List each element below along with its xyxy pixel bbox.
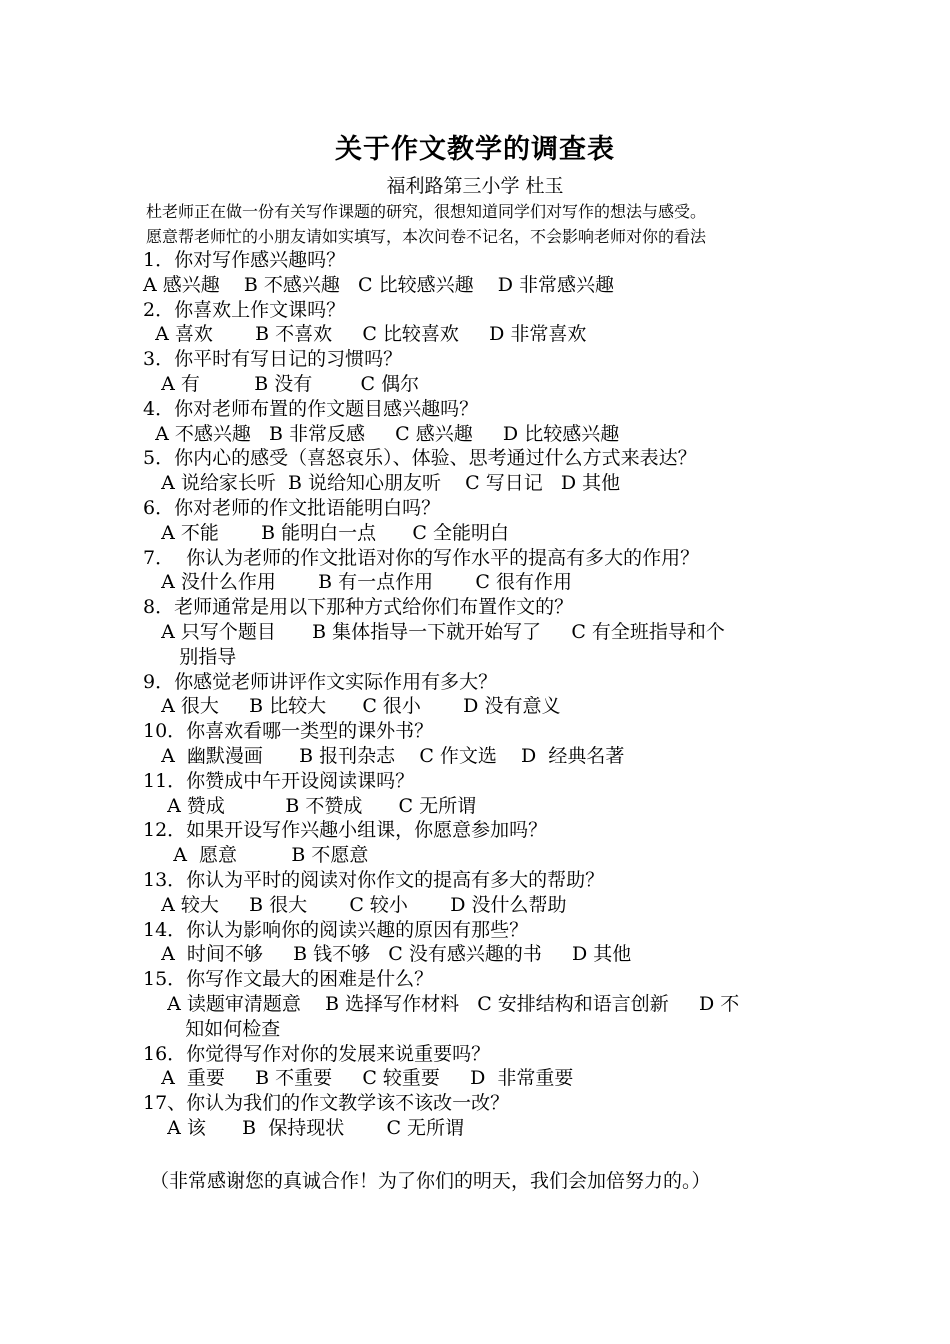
- author-line: 福利路第三小学 杜玉: [386, 175, 564, 197]
- question-6: 6．你对老师的作文批语能明白吗？: [143, 496, 441, 519]
- options-12: A 愿意 B 不愿意: [143, 844, 369, 867]
- options-10: A 幽默漫画 B 报刊杂志 C 作文选 D 经典名著: [143, 744, 625, 767]
- options-16: A 重要 B 不重要 C 较重要 D 非常重要: [143, 1067, 574, 1090]
- intro-line-1: 杜老师正在做一份有关写作课题的研究，很想知道同学们对写作的想法与感受。: [146, 202, 707, 221]
- options-8: A 只写个题目 B 集体指导一下就开始写了 C 有全班指导和个: [143, 620, 725, 643]
- options-9: A 很大 B 比较大 C 很小 D 没有意义: [143, 695, 561, 718]
- thank-you-note: （非常感谢您的真诚合作！为了你们的明天，我们会加倍努力的。）: [150, 1170, 711, 1192]
- options-8-continued: 别指导: [143, 645, 237, 668]
- options-2: A 喜欢 B 不喜欢 C 比较喜欢 D 非常喜欢: [143, 323, 587, 346]
- options-4: A 不感兴趣 B 非常反感 C 感兴趣 D 比较感兴趣: [143, 422, 620, 445]
- question-2: 2．你喜欢上作文课吗？: [143, 298, 346, 321]
- options-17: A 该 B 保持现状 C 无所谓: [143, 1116, 465, 1139]
- intro-line-2: 愿意帮老师忙的小朋友请如实填写，本次问卷不记名，不会影响老师对你的看法: [146, 227, 707, 246]
- question-10: 10．你喜欢看哪一类型的课外书？: [143, 720, 434, 743]
- options-14: A 时间不够 B 钱不够 C 没有感兴趣的书 D 其他: [143, 943, 632, 966]
- question-9: 9．你感觉老师讲评作文实际作用有多大？: [143, 670, 498, 693]
- question-7: 7． 你认为老师的作文批语对你的写作水平的提高有多大的作用？: [143, 546, 700, 569]
- question-12: 12．如果开设写作兴趣小组课，你愿意参加吗？: [143, 819, 548, 842]
- options-15-continued: 知如何检查: [143, 1017, 281, 1040]
- question-13: 13．你认为平时的阅读对你作文的提高有多大的帮助？: [143, 868, 605, 891]
- options-7: A 没什么作用 B 有一点作用 C 很有作用: [143, 571, 573, 594]
- options-11: A 赞成 B 不赞成 C 无所谓: [143, 794, 477, 817]
- options-5: A 说给家长听 B 说给知心朋友听 C 写日记 D 其他: [143, 472, 621, 495]
- question-16: 16．你觉得写作对你的发展来说重要吗？: [143, 1042, 491, 1065]
- question-14: 14．你认为影响你的阅读兴趣的原因有那些？: [143, 918, 529, 941]
- question-11: 11．你赞成中午开设阅读课吗？: [143, 769, 415, 792]
- question-5: 5．你内心的感受（喜怒哀乐）、体验、思考通过什么方式来表达？: [143, 447, 697, 470]
- question-4: 4．你对老师布置的作文题目感兴趣吗？: [143, 397, 479, 420]
- options-1: A 感兴趣 B 不感兴趣 C 比较感兴趣 D 非常感兴趣: [143, 273, 615, 296]
- question-17: 17、你认为我们的作文教学该不该改一改？: [143, 1092, 510, 1115]
- options-6: A 不能 B 能明白一点 C 全能明白: [143, 521, 509, 544]
- question-list: [143, 248, 823, 1141]
- question-15: 15．你写作文最大的困难是什么？: [143, 968, 434, 991]
- options-15: A 读题审清题意 B 选择写作材料 C 安排结构和语言创新 D 不: [143, 992, 740, 1015]
- page-title: 关于作文教学的调查表: [335, 134, 615, 165]
- question-8: 8．老师通常是用以下那种方式给你们布置作文的？: [143, 596, 574, 619]
- question-3: 3．你平时有写日记的习惯吗？: [143, 348, 403, 371]
- options-3: A 有 B 没有 C 偶尔: [143, 372, 420, 395]
- options-13: A 较大 B 很大 C 较小 D 没什么帮助: [143, 893, 567, 916]
- question-1: 1．你对写作感兴趣吗？: [143, 249, 346, 271]
